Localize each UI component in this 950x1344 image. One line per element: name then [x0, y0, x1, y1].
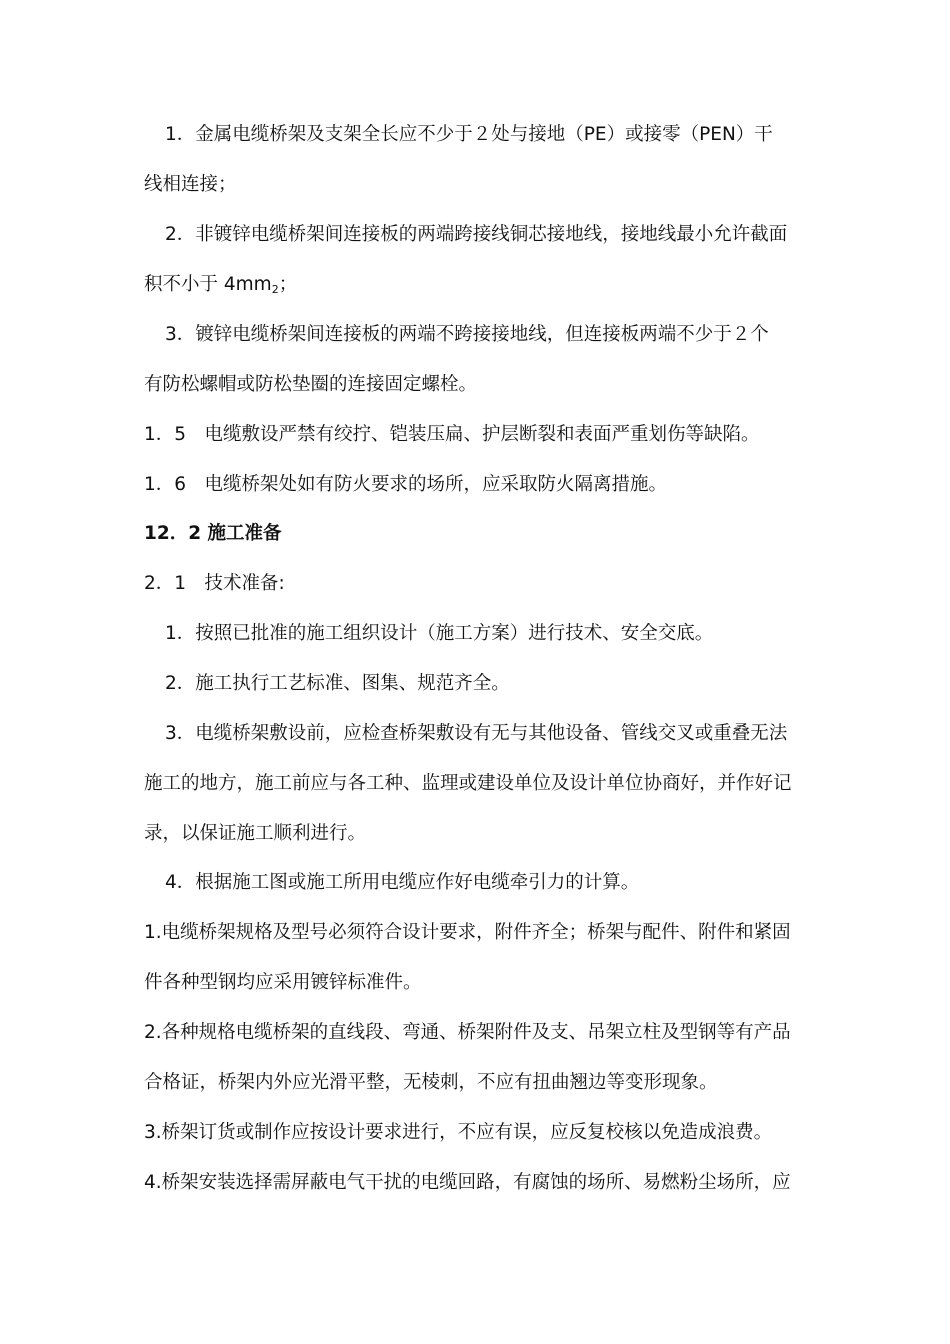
paragraph-line: 2．非镀锌电缆桥架间连接板的两端跨接线铜芯接地线，接地线最小允许截面 [165, 224, 788, 245]
paragraph-line: 4.桥架安装选择需屏蔽电气干扰的电缆回路，有腐蚀的场所、易燃粉尘场所，应 [144, 1172, 791, 1193]
paragraph-line: 1．金属电缆桥架及支架全长应不少于２处与接地（PE）或接零（PEN）干 [165, 124, 773, 145]
paragraph-line: 4．根据施工图或施工所用电缆应作好电缆牵引力的计算。 [165, 872, 640, 893]
paragraph-line: 施工的地方，施工前应与各工种、监理或建设单位及设计单位协商好，并作好记 [144, 773, 792, 794]
paragraph-line: 线相连接； [144, 174, 237, 195]
paragraph-line: 3．电缆桥架敷设前，应检查桥架敷设有无与其他设备、管线交叉或重叠无法 [165, 723, 788, 744]
paragraph-line: 1．按照已批准的施工组织设计（施工方案）进行技术、安全交底。 [165, 623, 714, 644]
text-run-serif: 计要求进行，不应有误，应反复校核以免造成浪费。 [346, 1122, 773, 1143]
text-run: ； [278, 274, 298, 295]
paragraph-line: 2.各种规格电缆桥架的直线段、弯通、桥架附件及支、吊架立柱及型钢等有产品 [144, 1022, 791, 1043]
subscript-text: 2 [271, 283, 279, 296]
paragraph-line: 2．施工执行工艺标准、图集、规范齐全。 [165, 673, 510, 694]
text-run: 3.桥架订货或制作应按设 [144, 1122, 347, 1143]
paragraph-line: 1．6 电缆桥架处如有防火要求的场所，应采取防火隔离措施。 [144, 474, 668, 495]
paragraph-line: 1．5 电缆敷设严禁有绞拧、铠装压扁、护层断裂和表面严重划伤等缺陷。 [144, 424, 760, 445]
text-run: 积不小于 4mm [144, 274, 272, 295]
paragraph-line: 件各种型钢均应采用镀锌标准件。 [144, 972, 422, 993]
paragraph-line: 2．1 技术准备: [144, 573, 285, 594]
section-heading: 12．2 施工准备 [144, 523, 282, 544]
paragraph-line: 3．镀锌电缆桥架间连接板的两端不跨接接地线，但连接板两端不少于２个 [165, 324, 769, 345]
paragraph-line: 有防松螺帽或防松垫圈的连接固定螺栓。 [144, 374, 478, 395]
paragraph-line [144, 272, 814, 303]
paragraph-line [144, 1120, 814, 1146]
paragraph-line: 合格证，桥架内外应光滑平整，无棱刺，不应有扭曲翘边等变形现象。 [144, 1072, 718, 1093]
paragraph-line: 1.电缆桥架规格及型号必须符合设计要求，附件齐全；桥架与配件、附件和紧固 [144, 922, 791, 943]
paragraph-line: 录，以保证施工顺利进行。 [144, 823, 367, 844]
